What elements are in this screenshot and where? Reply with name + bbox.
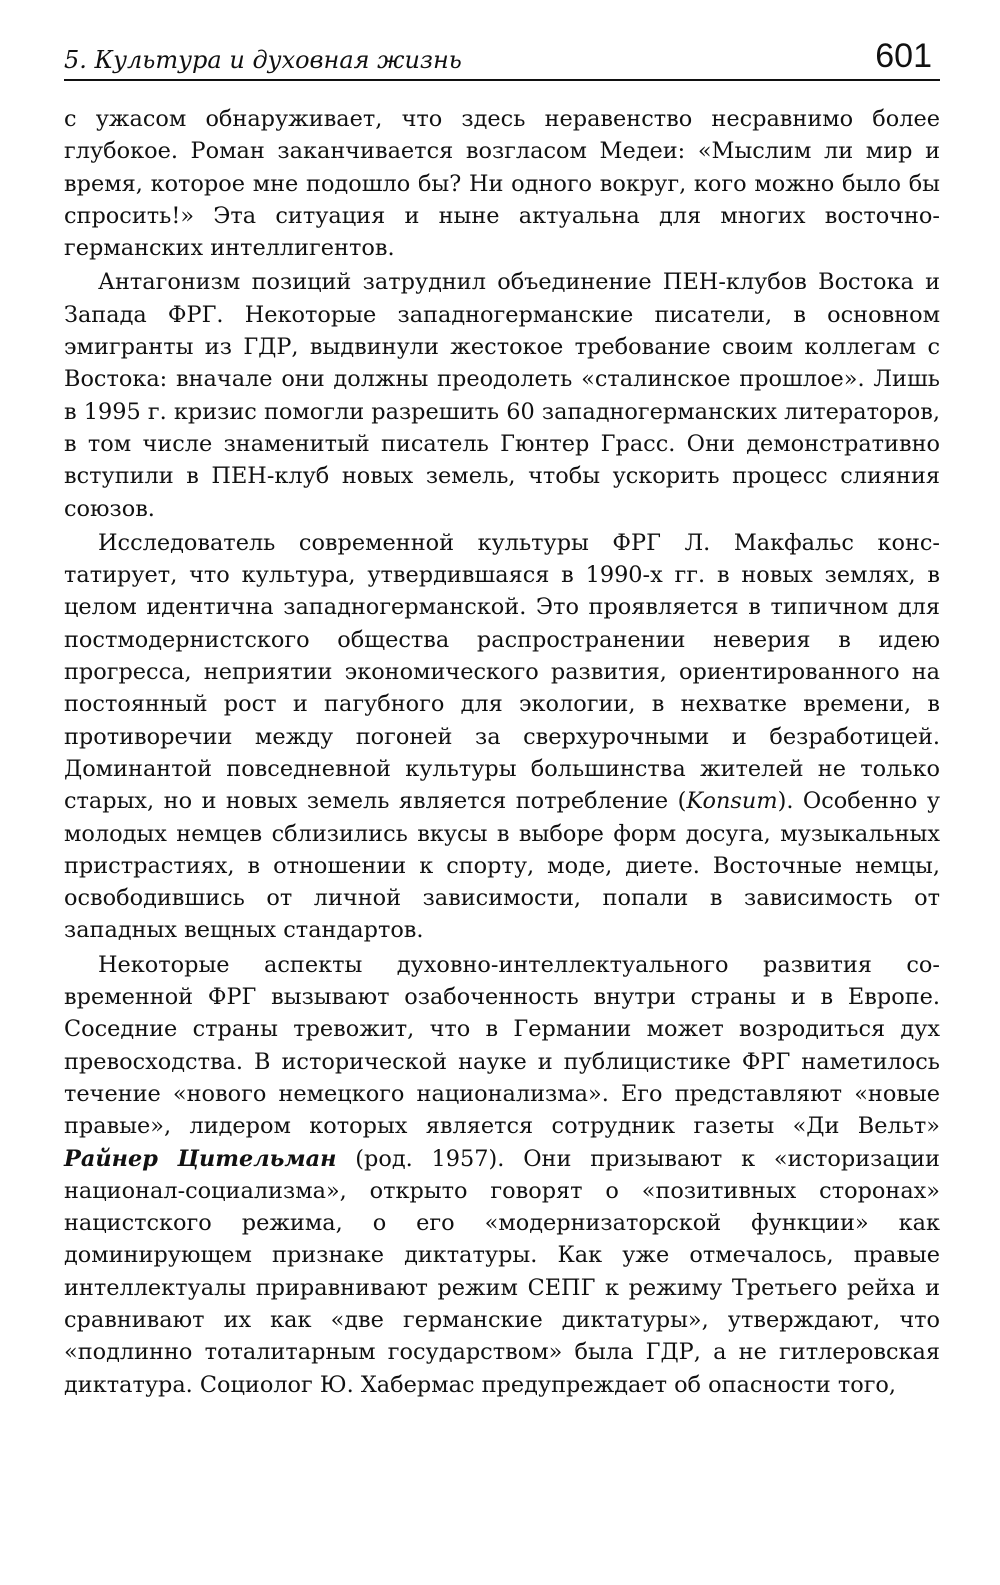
book-page bbox=[64, 28, 940, 1401]
paragraph-4-text-end: (род. 1957). Они призывают к «историзации национал-социализма», открыто говорят о «позитивных сторонах» нацистского режима, о его «модернизаторской функции» как доминирующем признаке диктатуры. Как уже отмечалось, правые интеллектуалы приравнивают режим СЕПГ к режиму Третьего рейха и сравнивают их как «две германские диктатуры», утверждают, что «подлинно тоталитарным государством» была ГДР, а не гитлеровская диктатура. Социолог Ю. Хабермас предупреждает об опасности того, bbox=[64, 1145, 940, 1398]
paragraph-1: с ужасом обнаруживает, что здесь неравенство несравнимо более глубокое. Роман заканчивается возгласом Медеи: «Мыслим ли мир и время, которое мне подошло бы? Ни одного вокруг, кого можно было бы спросить!» Эта ситуация и ныне актуальна для многих восточногерманских интеллигентов. bbox=[64, 106, 940, 262]
running-header bbox=[64, 28, 940, 81]
page-number: 601 bbox=[875, 37, 932, 75]
body-text bbox=[64, 103, 940, 1401]
paragraph-4-person-name: Райнер Цительман bbox=[64, 1145, 337, 1172]
paragraph-2: Антагонизм позиций затруднил объединение ПЕН-клубов Востока и Запада ФРГ. Некоторые западногерманские писатели, в основном эмигранты из ГДР, выдвинули жестокое требование своим коллегам с Востока: вначале они должны преодолеть «сталинское прошлое». Лишь в 1995 г. кризис помогли разрешить 60 западногерманских литераторов, в том числе знаменитый писатель Гюнтер Грасс. Они демонстративно вступили в ПЕН-клуб новых земель, чтобы ускорить процесс слияния союзов. bbox=[64, 269, 940, 522]
paragraph-4 bbox=[64, 949, 940, 1401]
paragraph-3-term-konsum: Konsum bbox=[686, 788, 778, 815]
paragraph-3-text-start: Исследователь современной культуры ФРГ Л. Макфальс констатирует, что культура, утвердившаяся в 1990-х гг. в новых землях, в целом идентична западногерманской. Это проявляется в типичном для постмодернистского общества распространении неверия в идею прогресса, неприятии экономического развития, ориентированного на постоянный рост и пагубного для экологии, в нехватке времени, в противоречии между погоней за сверхурочными и безработицей. Доминантой повседневной культуры большинства жителей не только старых, но и новых земель является потребление ( bbox=[64, 529, 940, 815]
paragraph-3 bbox=[64, 527, 940, 947]
paragraph-4-text-start: Некоторые аспекты духовно-интеллектуального развития современной ФРГ вызывают озабоченность внутри страны и в Европе. Соседние страны тревожит, что в Германии может возродиться дух превосходства. В исторической науке и публицистике ФРГ наметилось течение «нового немецкого национализма». Его представляют «новые правые», лидером которых является сотрудник газеты «Ди Вельт» bbox=[64, 951, 940, 1140]
paragraph-3-text-end: ). Особенно у молодых немцев сблизились вкусы в выборе форм досуга, музыкальных пристрастиях, в отношении к спорту, моде, диете. Восточные немцы, освободившись от личной зависимости, попали в зависимость от западных вещных стандартов. bbox=[64, 788, 940, 944]
section-title: 5. Культура и духовная жизнь bbox=[64, 46, 462, 74]
